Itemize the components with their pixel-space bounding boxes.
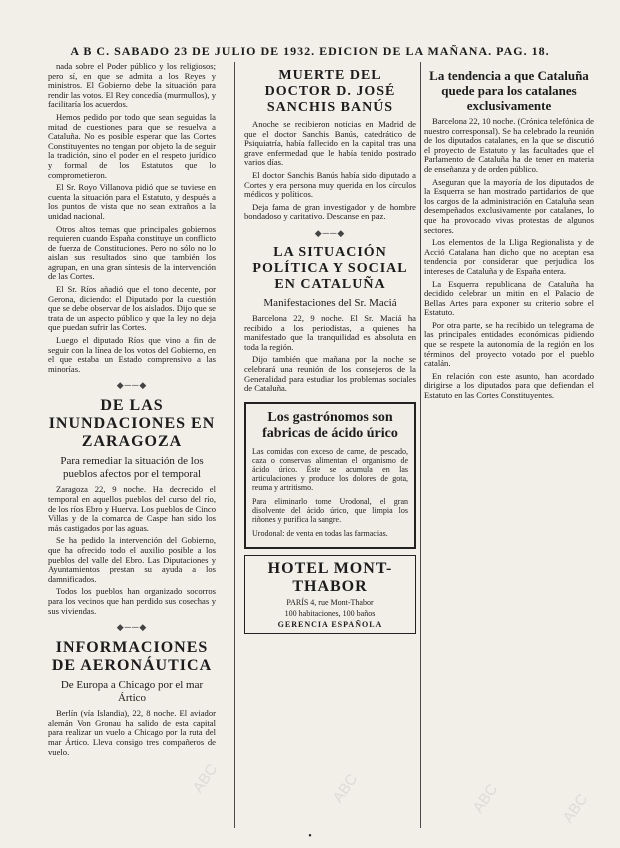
column-1: [48, 62, 216, 828]
paragraph: El Sr. Ríos añadió que el tono decente, por Gerona, diciendo: el Diputado por la cuestión que se debe observar de los aislados. Dijo que se trata de un aspecto público y que la ley no deja que puedan sufrir las Cortes.: [48, 284, 216, 333]
headline-sanchis-banus: MUERTE DEL DOCTOR D. JOSÉ SANCHIS BANÚS: [264, 68, 396, 115]
column-2: [244, 62, 416, 828]
paragraph: Luego el diputado Ríos que vino a fin de seguir con la línea de los votos del Gobierno, en el que estaba un Estado comprensivo a las minorías.: [48, 335, 216, 374]
paragraph: Aseguran que la mayoría de los diputados de la Esquerra se han mostrado partidarios de que los cargos de la administración en Cataluña sean desempeñados exclusivamente por catalanes, lo que ha provocado vivas protestas de algunos sectores.: [424, 176, 594, 235]
paragraph: Por otra parte, se ha recibido un telegrama de las principales entidades económicas pidiendo que se respete la autonomía de la región en los términos del proyecto votado por el pueblo catalán.: [424, 319, 594, 369]
section-ornament: ◆──◆: [314, 227, 346, 238]
subheadline-inundaciones: Para remediar la situación de los pueblos afectos por el temporal: [60, 455, 204, 481]
watermark: ABC: [469, 780, 502, 817]
ad-paragraph: Para eliminarlo tome Urodonal, el gran disolvente del ácido úrico, que limpia los riñones y purifica la sangre.: [252, 496, 408, 524]
page-header: A B C. SABADO 23 DE JULIO DE 1932. EDICION DE LA MAÑANA. PAG. 18.: [70, 44, 550, 58]
paragraph: Otros altos temas que principales gobiernos requieren cuando España constituye un conflicto de fuerza de Constituciones. Pero no sólo no lo aislan sus resultados sino que también los agrupan, en una gran síntesis de la intervención de las Cortes.: [48, 223, 216, 282]
subheadline-macia: Manifestaciones del Sr. Maciá: [263, 296, 397, 309]
advertisement-gastronomos: [244, 402, 416, 549]
column-3: [424, 62, 594, 828]
subheadline-aeronautica: De Europa a Chicago por el mar Ártico: [60, 679, 204, 705]
section-ornament: ◆──◆: [116, 622, 148, 633]
hotel-city: PARÍS 4, rue Mont-Thabor: [286, 597, 374, 607]
paragraph: Todos los pueblos han organizado socorros para los vecinos que han perdido sus cosechas y sus viviendas.: [48, 586, 216, 616]
section-ornament: ◆──◆: [116, 380, 148, 391]
hotel-name: HOTEL MONT-THABOR: [267, 559, 393, 595]
paragraph: Barcelona 22, 9 noche. El Sr. Maciá ha recibido a los periodistas, a quienes ha manifestado que la tranquilidad es absoluta en toda la región.: [244, 312, 416, 352]
headline-inundaciones: DE LAS INUNDACIONES EN ZARAGOZA: [48, 397, 216, 451]
paragraph: Barcelona 22, 10 noche. (Crónica telefónica de nuestro corresponsal). Se ha celebrado la reunión de los diputados catalanes, en la que se discutió el proyecto de Estatuto y las facultades que el Parlamento de Cataluña ha de tener en materia de enseñanza y de orden público.: [424, 116, 594, 174]
intro-article: [48, 62, 216, 374]
paragraph: Zaragoza 22, 9 noche. Ha decrecido el temporal en aquellos pueblos del curso del río, de los ríos Ebro y Huerva. Los pueblos de Cinco Villas y de la comarca de Caspe han sido los más castigados por las aguas.: [48, 484, 216, 533]
advertisement-hotel: [244, 555, 416, 634]
watermark: ABC: [189, 760, 222, 797]
hotel-rooms: 100 habitaciones, 100 baños: [284, 608, 376, 618]
headline-aeronautica: INFORMACIONES DE AERONÁUTICA: [51, 639, 213, 675]
paragraph: Deja fama de gran investigador y de hombre bondadoso y caritativo. Descanse en paz.: [244, 201, 416, 222]
headline-cataluna: LA SITUACIÓN POLÍTICA Y SOCIAL EN CATALUÑA: [252, 244, 408, 292]
hotel-management: GERENCIA ESPAÑOLA: [277, 619, 383, 629]
paragraph: Anoche se recibieron noticias en Madrid de que el doctor Sanchis Banús, catedrático de Psiquiatría, había fallecido en la capital tras una grave enfermedad que le había tenido postrado varios días.: [244, 119, 416, 168]
paragraph: El Sr. Royo Villanova pidió que se tuviese en cuenta la situación para el Estatuto, y después a los puntos de vista que no sean extraños a la unidad nacional.: [48, 182, 216, 221]
paragraph: nada sobre el Poder público y los religiosos; pero sí, en que se admita a los Reyes y ministros. El Gobierno debe la situación para rendir las votos. El Rey concedía (murmullos), y facilitaría los acuerdos.: [48, 62, 216, 110]
headline-tendencia: La tendencia a que Cataluña quede para los catalanes exclusivamente: [429, 68, 589, 113]
paragraph: Se ha pedido la intervención del Gobierno, que ha ofrecido todo el auxilio posible a los pueblos del valle del Ebro. Las Diputaciones y Ayuntamientos prestan su ayuda a los damnificados.: [48, 535, 216, 584]
ad-title: Los gastrónomos son fabricas de ácido úrico: [262, 409, 398, 441]
column-rule: [420, 62, 421, 828]
paragraph: Dijo también que mañana por la noche se celebrará una reunión de los consejeros de la Generalidad para estudiar los problemas sociales de Cataluña.: [244, 354, 416, 394]
paragraph: La Esquerra republicana de Cataluña ha decidido celebrar un mitin en el Palacio de Bellas Artes para exponer su criterio sobre el Estatuto.: [424, 278, 594, 318]
column-rule: [234, 62, 235, 828]
watermark: ABC: [559, 790, 592, 827]
paragraph: El doctor Sanchis Banús había sido diputado a Cortes y era persona muy querida en los círculos médicos y políticos.: [244, 169, 416, 200]
ad-paragraph: Las comidas con exceso de carne, de pescado, caza o conservas alimentan el organismo de ácido úrico. Éste se acumula en las articulaciones y produce los dolores de gota, reuma y artritismo.: [252, 446, 408, 492]
paragraph: En relación con este asunto, han acordado dirigirse a los diputados para que defiendan el Estatuto en las Cortes Constituyentes.: [424, 370, 594, 401]
paragraph: Berlín (vía Islandia), 22, 8 noche. El aviador alemán Von Gronau ha salido de esta capital para realizar un vuelo a Chicago por la ruta del mar Ártico. Lleva consigo tres compañeros de vuelo.: [48, 708, 216, 757]
footer-mark: •: [308, 831, 312, 842]
paragraph: Hemos pedido por todo que sean seguidas la mitad de cuestiones para que se resuelva a Cataluña. No es posible esperar que las Cortes Constituyentes no tengan por objeto la de seguir la tradición, sino el poder en el respeto jurídico y formal de los Estatutos que lo comprometieron.: [48, 111, 216, 180]
paragraph: Los elementos de la Lliga Regionalista y de Acció Catalana han dicho que no aceptan esa tendencia por considerar que perjudica los intereses de Cataluña y de España entera.: [424, 237, 594, 276]
watermark: ABC: [329, 770, 362, 807]
ad-paragraph: Urodonal: de venta en todas las farmacias.: [252, 528, 388, 538]
